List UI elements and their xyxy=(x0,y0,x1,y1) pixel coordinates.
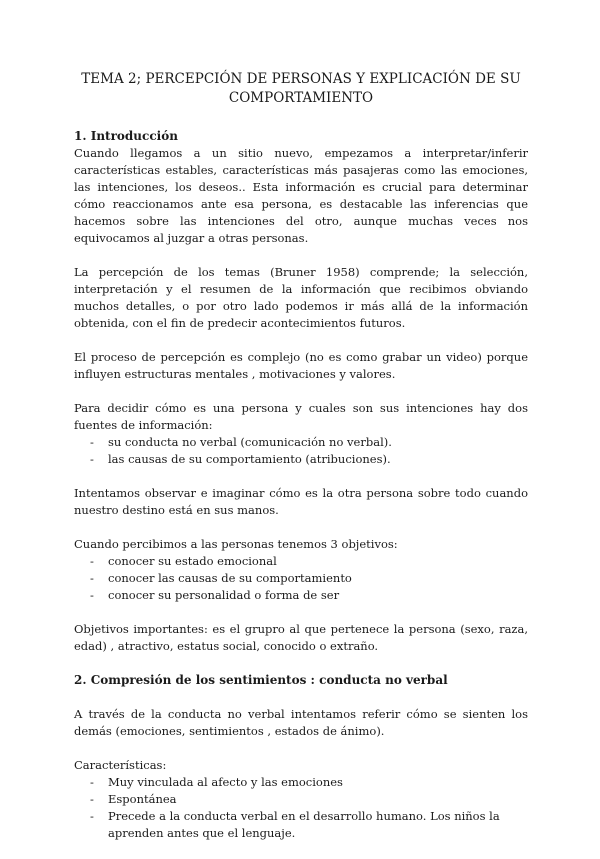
objectives-list xyxy=(74,553,528,604)
paragraph: El proceso de percepción es complejo (no es como grabar un video) porque influyen estructuras mentales , motivaciones y valores. xyxy=(74,350,528,381)
paragraph: Características: xyxy=(74,758,167,772)
paragraph: A través de la conducta no verbal intentamos referir cómo se sienten los demás (emociones, sentimientos , estados de ánimo). xyxy=(74,707,528,738)
list-item: - conocer su personalidad o forma de ser xyxy=(74,587,528,604)
paragraph: Cuando llegamos a un sitio nuevo, empezamos a interpretar/inferir características estables, características más pasajeras como las emociones, las intenciones, los deseos.. Esta información es crucial para determinar cómo reaccionamos ante esa persona, es destacable las inferencias que hacemos sobre las intenciones del otro, aunque muchas veces nos equivocamos al juzgar a otras personas. xyxy=(74,146,528,245)
paragraph: Cuando percibimos a las personas tenemos 3 objetivos: xyxy=(74,537,398,551)
section-heading-compresion: 2. Compresión de los sentimientos : conducta no verbal xyxy=(74,673,448,687)
document-title: TEMA 2; PERCEPCIÓN DE PERSONAS Y EXPLICACIÓN DE SU COMPORTAMIENTO xyxy=(81,71,521,106)
paragraph: Intentamos observar e imaginar cómo es la otra persona sobre todo cuando nuestro destino está en sus manos. xyxy=(74,486,528,517)
section-heading-introduccion: 1. Introducción xyxy=(74,129,178,143)
list-item: - conocer las causas de su comportamiento xyxy=(74,570,528,587)
list-item: - Precede a la conducta verbal en el desarrollo humano. Los niños la aprenden antes que el lenguaje. xyxy=(74,808,528,842)
list-item: - Espontánea xyxy=(74,791,528,808)
paragraph: La percepción de los temas (Bruner 1958) comprende; la selección, interpretación y el resumen de la información que recibimos obviando muchos detalles, o por otro lado podemos ir más allá de la información obtenida, con el fin de predecir acontecimientos futuros. xyxy=(74,265,528,330)
list-item: - las causas de su comportamiento (atribuciones). xyxy=(74,451,528,468)
info-sources-list xyxy=(74,434,528,468)
characteristics-list xyxy=(74,774,528,842)
paragraph: Para decidir cómo es una persona y cuales son sus intenciones hay dos fuentes de información: xyxy=(74,401,528,432)
list-item: - su conducta no verbal (comunicación no verbal). xyxy=(74,434,528,451)
list-item: - Muy vinculada al afecto y las emociones xyxy=(74,774,528,791)
list-item: - conocer su estado emocional xyxy=(74,553,528,570)
document-page xyxy=(74,70,528,859)
paragraph: Objetivos importantes: es el grupro al que pertenece la persona (sexo, raza, edad) , atractivo, estatus social, conocido o extraño. xyxy=(74,622,528,653)
